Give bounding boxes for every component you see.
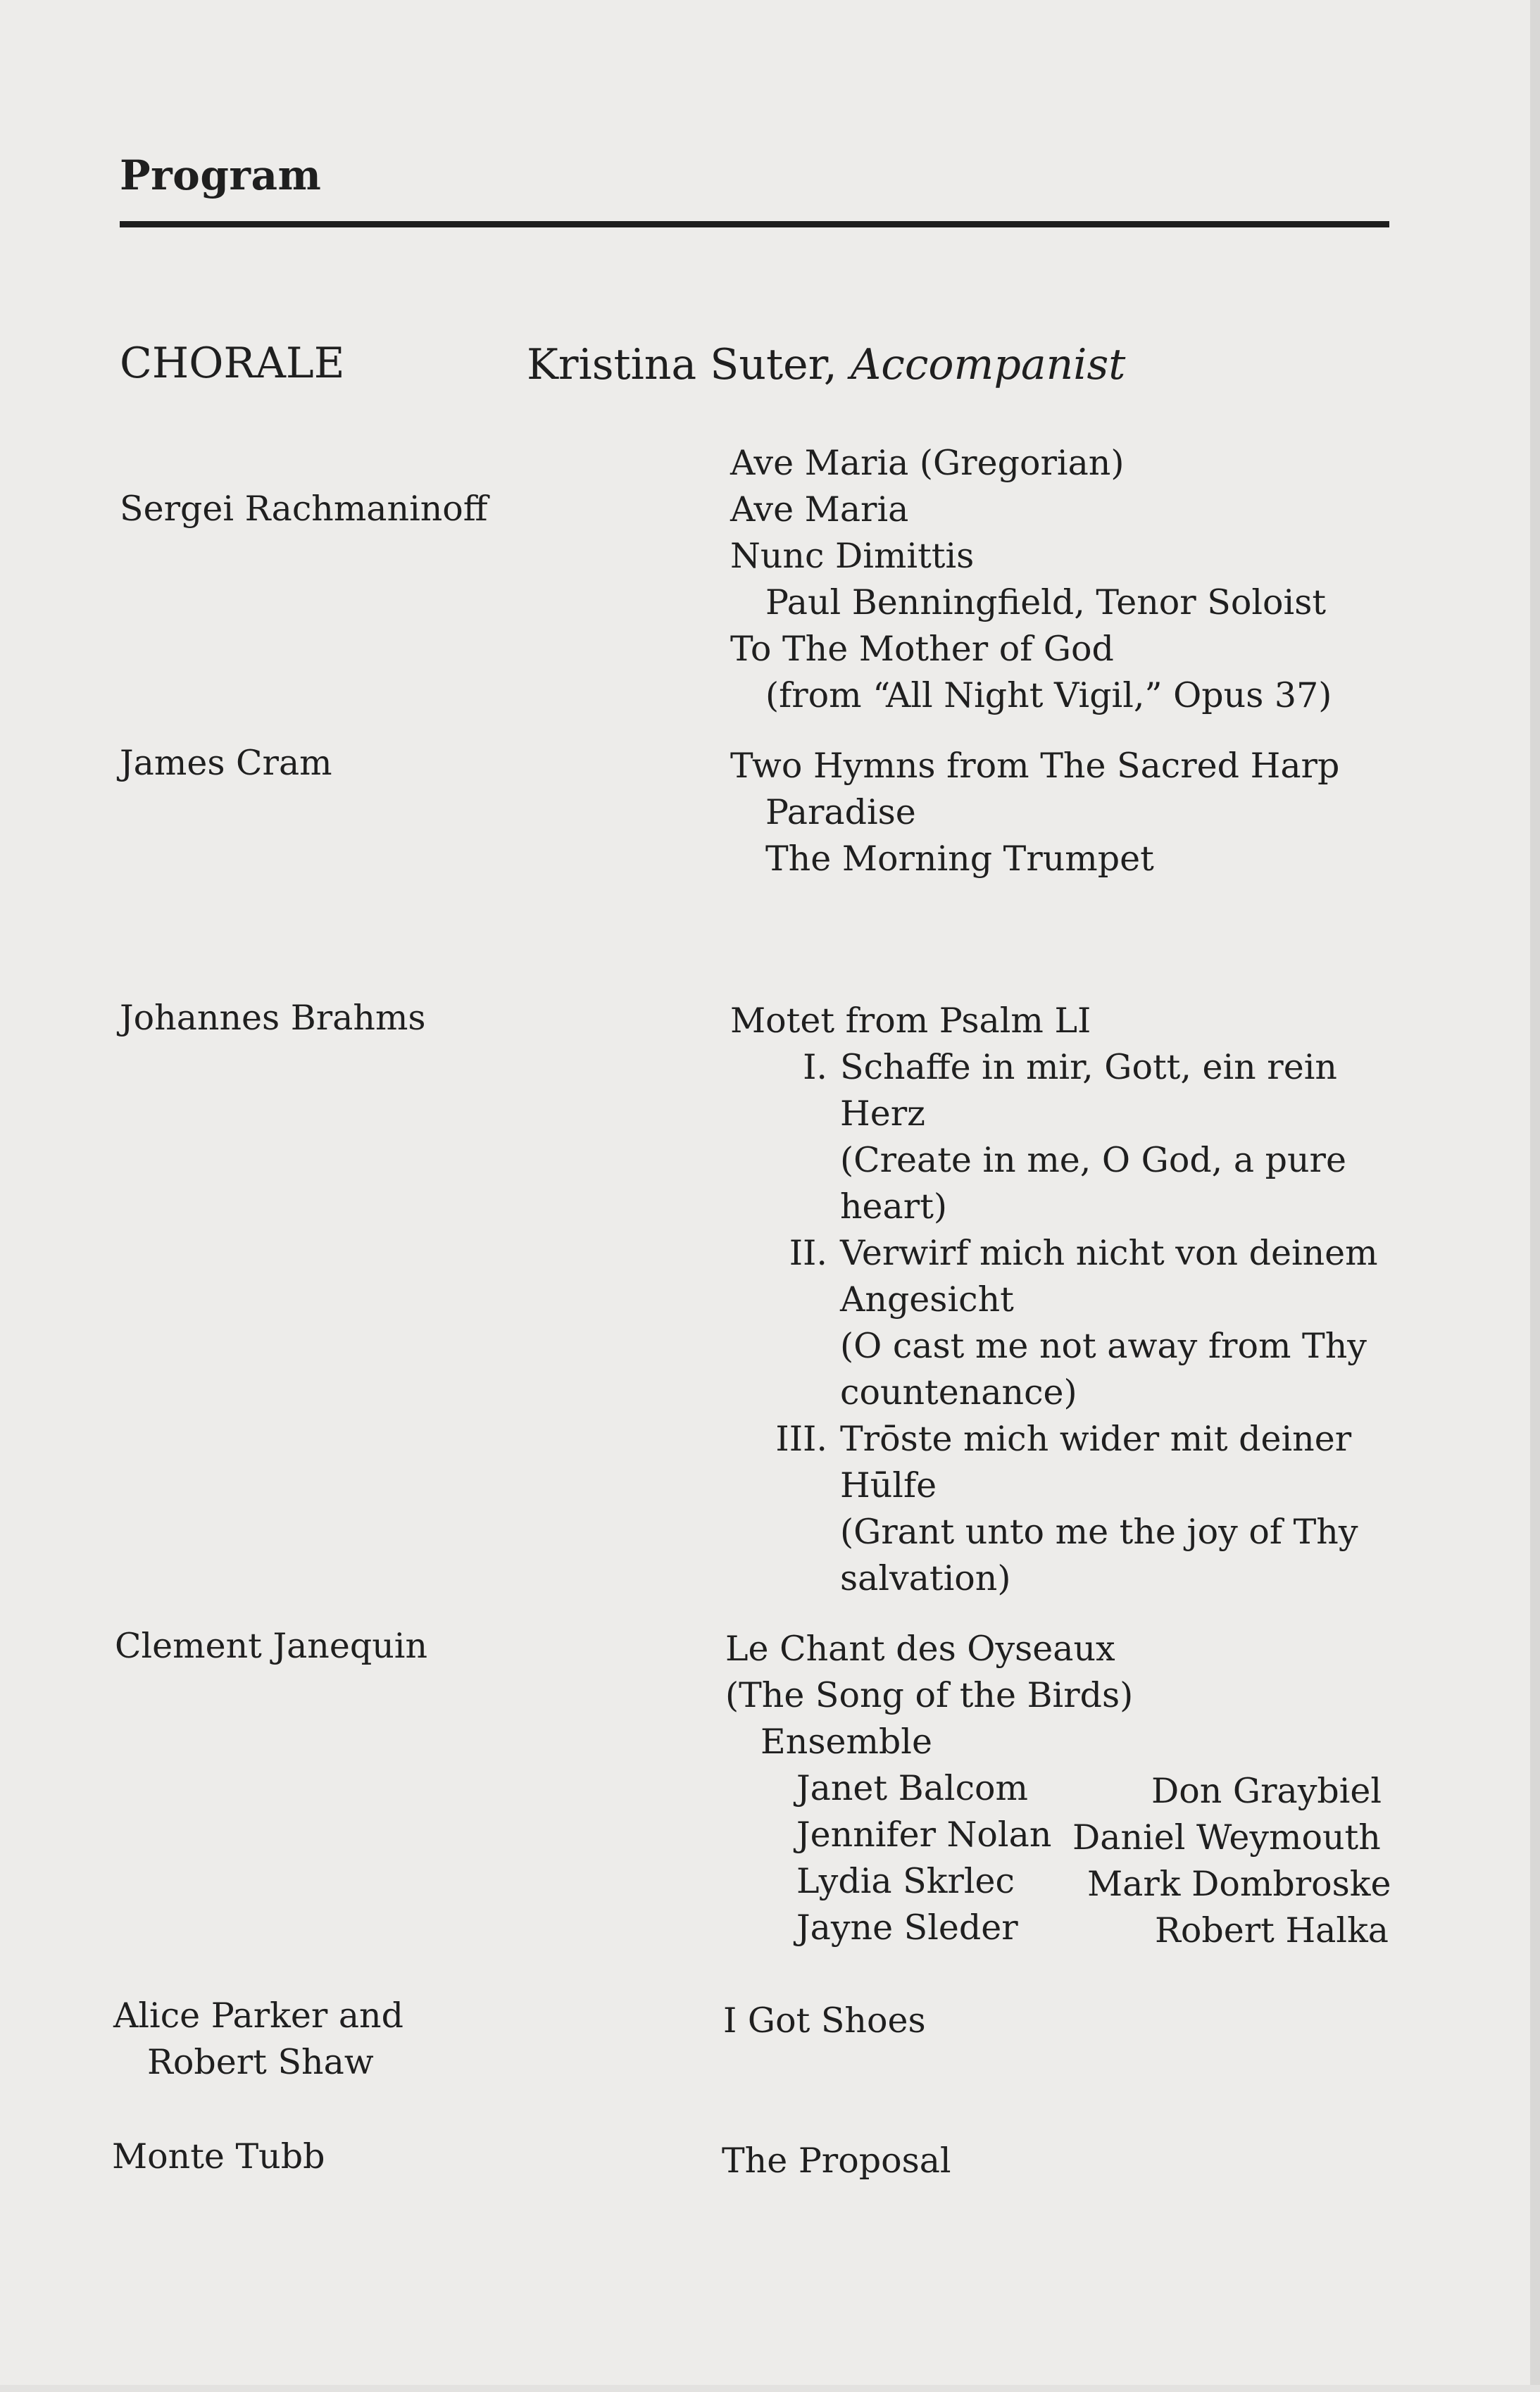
composer-shaw: Robert Shaw xyxy=(147,2042,374,2082)
composer-brahms: Johannes Brahms xyxy=(120,998,426,1038)
movement-translation: salvation) xyxy=(840,1558,1011,1598)
ensemble-member: Daniel Weymouth xyxy=(1072,1817,1381,1858)
work-line: Two Hymns from The Sacred Harp xyxy=(730,746,1340,786)
composer-parker: Alice Parker and xyxy=(113,1996,403,2036)
movement-translation: (Grant unto me the joy of Thy xyxy=(840,1512,1358,1552)
heading-rule xyxy=(120,221,1389,227)
accompanist-name: Kristina Suter, xyxy=(527,340,837,389)
page-edge xyxy=(1530,0,1540,2392)
ensemble-member: Lydia Skrlec xyxy=(796,1861,1015,1901)
composer-janequin: Clement Janequin xyxy=(115,1626,428,1666)
soloist-line: Paul Benningfield, Tenor Soloist xyxy=(765,582,1327,622)
ensemble-member: Janet Balcom xyxy=(796,1768,1028,1808)
composer-rachmaninoff: Sergei Rachmaninoff xyxy=(120,489,488,529)
work-subline: The Morning Trumpet xyxy=(765,839,1154,879)
movement-line: Verwirf mich nicht von deinem xyxy=(840,1233,1378,1273)
movement-number: I. xyxy=(803,1047,827,1087)
movement-number: III. xyxy=(775,1419,827,1459)
work-title: The Proposal xyxy=(722,2141,951,2181)
work-subline: Paradise xyxy=(765,792,916,832)
ensemble-label: Ensemble xyxy=(760,1722,932,1762)
page-bottom-edge xyxy=(0,2385,1540,2392)
composer-tubb: Monte Tubb xyxy=(112,2136,325,2177)
accompanist-credit xyxy=(527,340,1126,389)
work-subline: (The Song of the Birds) xyxy=(725,1675,1134,1715)
movement-translation: (Create in me, O God, a pure xyxy=(840,1140,1346,1180)
movement-line: Herz xyxy=(840,1094,925,1134)
work-line: Ave Maria (Gregorian) xyxy=(730,443,1125,483)
movement-line: Trōste mich wider mit deiner xyxy=(840,1419,1352,1459)
work-title: Motet from Psalm LI xyxy=(730,1001,1091,1041)
movement-translation: countenance) xyxy=(840,1372,1077,1413)
composer-cram: James Cram xyxy=(120,743,332,783)
ensemble-member: Robert Halka xyxy=(1155,1910,1389,1950)
work-title: I Got Shoes xyxy=(723,2000,926,2041)
ensemble-member: Mark Dombroske xyxy=(1087,1864,1391,1904)
work-subline: (from “All Night Vigil,” Opus 37) xyxy=(765,675,1332,715)
ensemble-member: Don Graybiel xyxy=(1151,1771,1382,1811)
work-line: Ave Maria xyxy=(730,489,909,530)
movement-translation: (O cast me not away from Thy xyxy=(840,1326,1367,1366)
movement-number: II. xyxy=(789,1233,827,1273)
ensemble-member: Jayne Sleder xyxy=(796,1908,1018,1948)
movement-line: Hūlfe xyxy=(840,1465,937,1505)
work-title: Le Chant des Oyseaux xyxy=(725,1629,1115,1669)
page-title: Program xyxy=(120,151,322,199)
work-line: Nunc Dimittis xyxy=(730,536,975,576)
movement-line: Schaffe in mir, Gott, ein rein xyxy=(840,1047,1337,1087)
accompanist-role: Accompanist xyxy=(850,340,1126,389)
movement-translation: heart) xyxy=(840,1186,948,1227)
ensemble-member: Jennifer Nolan xyxy=(796,1815,1052,1855)
work-line: To The Mother of God xyxy=(730,629,1114,669)
movement-line: Angesicht xyxy=(840,1279,1014,1320)
section-label: CHORALE xyxy=(120,339,345,388)
